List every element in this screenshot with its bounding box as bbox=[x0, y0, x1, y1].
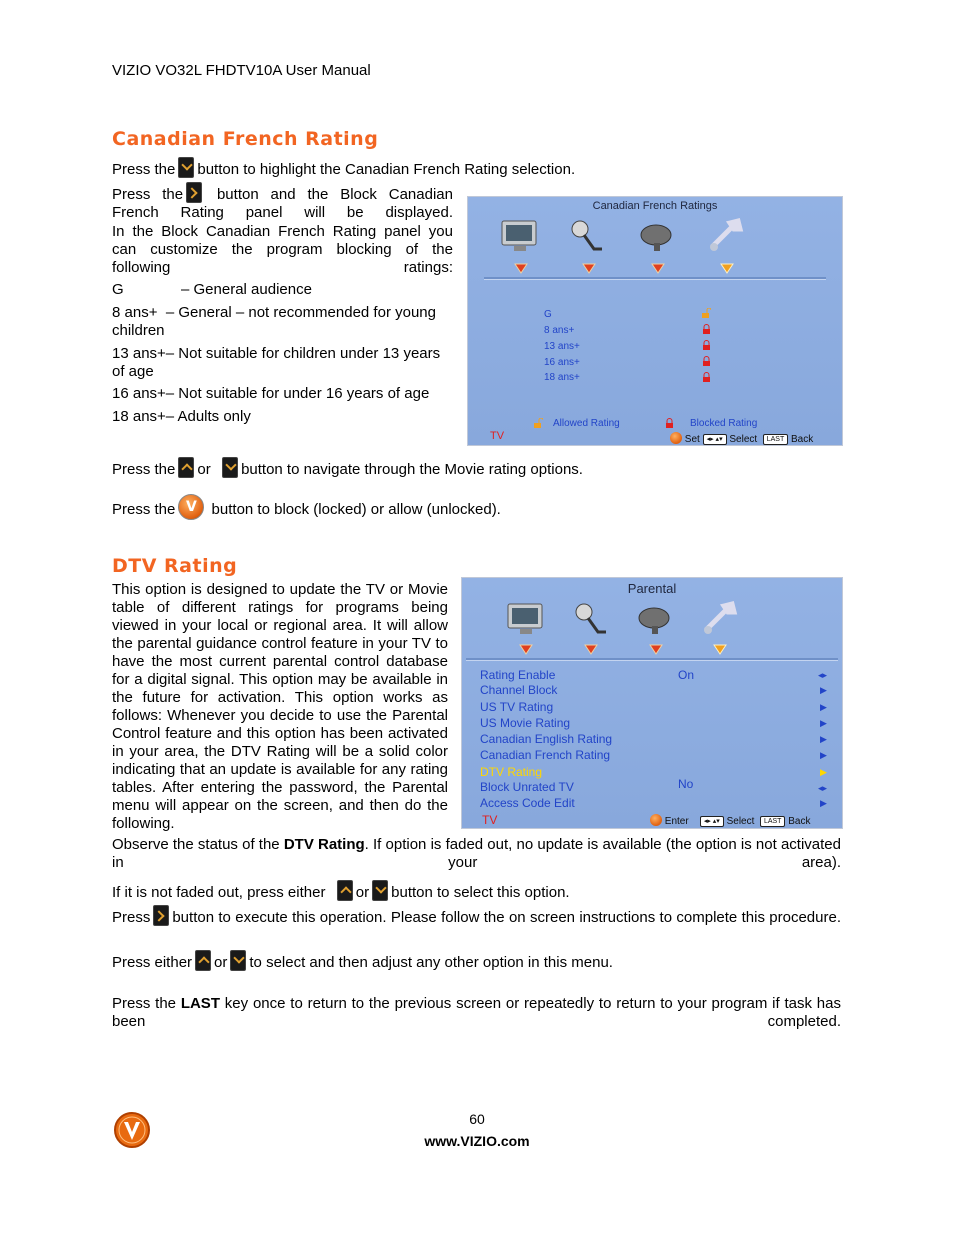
text: . If option is faded out, no update is available (the option is not activated in your area). bbox=[112, 836, 841, 871]
submenu-arrow-icon: ▶ bbox=[820, 702, 827, 712]
screen-footer bbox=[650, 814, 810, 827]
unlocked-icon bbox=[534, 418, 543, 428]
rating-desc: – Adults only bbox=[165, 408, 251, 425]
menu-item-access-code-edit[interactable]: Access Code Edit bbox=[480, 796, 575, 810]
menu-item-canadian-english-rating[interactable]: Canadian English Rating bbox=[480, 732, 613, 746]
legend-allowed: Allowed Rating bbox=[553, 418, 620, 429]
text-bold: LAST bbox=[180, 995, 220, 1012]
divider bbox=[466, 658, 838, 661]
volume-up-button-icon bbox=[186, 182, 202, 203]
vizio-button-icon bbox=[178, 494, 204, 520]
rating-code: 13 ans+ bbox=[112, 345, 166, 362]
text: If it is not faded out, press either bbox=[112, 884, 326, 901]
footer-select: Select bbox=[726, 816, 755, 827]
rating-desc: – Not suitable for under 16 years of age bbox=[165, 385, 430, 402]
rating-list-item bbox=[112, 345, 453, 381]
document-header: VIZIO VO32L FHDTV10A User Manual bbox=[112, 62, 371, 79]
channel-up-button-icon bbox=[195, 950, 211, 971]
text: to select and then adjust any other option in this menu. bbox=[249, 954, 613, 971]
nav-keys-icon: ◂▸ ▴▾ bbox=[703, 434, 727, 445]
section-heading-dtv-rating: DTV Rating bbox=[112, 555, 238, 577]
menu-item-us-movie-rating[interactable]: US Movie Rating bbox=[480, 716, 571, 730]
text-bold: DTV Rating bbox=[283, 836, 365, 853]
tv-icon bbox=[504, 600, 548, 640]
submenu-arrow-icon: ▶ bbox=[820, 798, 827, 808]
menu-item-dtv-rating[interactable]: DTV Rating bbox=[480, 765, 543, 779]
menu-arrow-icon bbox=[584, 643, 598, 655]
nav-keys-icon: ◂▸ ▴▾ bbox=[700, 816, 724, 827]
text: button and the Block Canadian French Rating panel will be displayed. bbox=[112, 186, 453, 221]
text: Observe the status of the bbox=[112, 836, 284, 853]
submenu-arrow-icon: ▶ bbox=[820, 685, 827, 695]
text: Press either bbox=[112, 954, 193, 971]
paragraph bbox=[112, 157, 842, 179]
lock-icon bbox=[665, 418, 674, 428]
screen-title: Canadian French Ratings bbox=[592, 200, 718, 212]
paragraph bbox=[112, 905, 841, 945]
left-right-arrow-icon: ◂▸ bbox=[818, 783, 828, 793]
menu-arrow-icon bbox=[651, 262, 665, 274]
left-right-arrow-icon: ◂▸ bbox=[818, 670, 828, 680]
rating-item[interactable]: G bbox=[544, 309, 552, 320]
paragraph: In the Block Canadian French Rating panel you can customize the program blocking of the following ratings: bbox=[112, 223, 453, 276]
rating-code: 18 ans+ bbox=[112, 408, 166, 425]
menu-arrow-icon bbox=[514, 262, 528, 274]
lock-icon bbox=[702, 372, 711, 382]
rating-item[interactable]: 16 ans+ bbox=[544, 357, 580, 368]
text: button to navigate through the Movie rating options. bbox=[241, 461, 583, 478]
menu-arrow-icon bbox=[582, 262, 596, 274]
submenu-arrow-icon: ▶ bbox=[820, 718, 827, 728]
text: Press the bbox=[112, 501, 176, 518]
page-number: 60 bbox=[469, 1111, 485, 1127]
menu-item-rating-enable[interactable]: Rating Enable bbox=[480, 668, 556, 682]
microphone-icon bbox=[566, 217, 610, 257]
text: Press the bbox=[112, 461, 176, 478]
source-label: TV bbox=[482, 813, 498, 827]
last-key-icon: LAST bbox=[760, 816, 786, 827]
paragraph bbox=[112, 494, 842, 520]
rating-list-item bbox=[112, 304, 453, 340]
website-link[interactable]: www.VIZIO.com bbox=[424, 1133, 530, 1149]
menu-arrow-icon bbox=[519, 643, 533, 655]
menu-value: On bbox=[678, 668, 695, 682]
wrench-icon bbox=[698, 600, 742, 640]
parental-menu-screen bbox=[461, 577, 843, 829]
rating-desc: – Not suitable for children under 13 years of age bbox=[112, 345, 441, 380]
channel-down-button-icon bbox=[372, 880, 388, 901]
paragraph bbox=[112, 457, 842, 479]
paragraph bbox=[112, 880, 841, 902]
rating-item[interactable]: 8 ans+ bbox=[544, 325, 575, 336]
rating-item[interactable]: 13 ans+ bbox=[544, 341, 580, 352]
channel-down-button-icon bbox=[178, 157, 194, 178]
channel-up-button-icon bbox=[337, 880, 353, 901]
lock-icon bbox=[702, 356, 711, 366]
rating-list-item bbox=[112, 281, 453, 299]
menu-item-channel-block[interactable]: Channel Block bbox=[480, 683, 558, 697]
wrench-icon bbox=[704, 217, 748, 257]
text: button to block (locked) or allow (unlocked). bbox=[211, 501, 501, 518]
submenu-arrow-icon: ▶ bbox=[820, 767, 827, 777]
unlocked-icon bbox=[702, 308, 711, 318]
rating-item[interactable]: 18 ans+ bbox=[544, 372, 580, 383]
volume-up-button-icon bbox=[153, 905, 169, 926]
lock-icon bbox=[702, 324, 711, 334]
menu-item-block-unrated-tv[interactable]: Block Unrated TV bbox=[480, 780, 574, 794]
channel-down-button-icon bbox=[230, 950, 246, 971]
satellite-dish-icon bbox=[636, 217, 680, 257]
lock-icon bbox=[702, 340, 711, 350]
channel-up-button-icon bbox=[178, 457, 194, 478]
rating-list-item bbox=[112, 385, 453, 403]
last-key-icon: LAST bbox=[763, 434, 789, 445]
paragraph bbox=[112, 995, 841, 1049]
divider bbox=[484, 277, 826, 280]
text: or bbox=[355, 884, 370, 901]
text: button to select this option. bbox=[391, 884, 570, 901]
v-button-icon bbox=[670, 432, 682, 444]
text: Press the bbox=[112, 186, 184, 203]
footer-enter: Enter bbox=[664, 816, 689, 827]
menu-arrow-icon bbox=[649, 643, 663, 655]
rating-desc: – General audience bbox=[181, 281, 312, 298]
microphone-icon bbox=[570, 600, 614, 640]
footer-back: Back bbox=[791, 434, 814, 445]
satellite-dish-icon bbox=[634, 600, 678, 640]
tv-icon bbox=[498, 217, 542, 257]
rating-code: G bbox=[112, 281, 124, 298]
text: button to execute this operation. Please follow the on screen instructions to complete this procedure. bbox=[172, 909, 841, 926]
legend-blocked: Blocked Rating bbox=[690, 418, 758, 429]
v-button-icon bbox=[650, 814, 662, 826]
menu-item-us-tv-rating[interactable]: US TV Rating bbox=[480, 700, 554, 714]
paragraph bbox=[112, 950, 841, 972]
footer-set: Set bbox=[684, 434, 700, 445]
text: button to highlight the Canadian French Rating selection. bbox=[197, 161, 576, 178]
footer-select: Select bbox=[729, 434, 758, 445]
rating-code: 8 ans+ bbox=[112, 304, 158, 321]
text: or bbox=[197, 461, 211, 478]
text: Press the bbox=[112, 161, 176, 178]
menu-value: No bbox=[678, 777, 694, 791]
screen-footer bbox=[670, 432, 813, 445]
footer-back: Back bbox=[788, 816, 811, 827]
text: key once to return to the previous screen or repeatedly to return to your program if task has been completed. bbox=[112, 995, 841, 1030]
menu-arrow-icon-selected bbox=[713, 643, 727, 655]
section-heading-canadian-french-rating: Canadian French Rating bbox=[112, 128, 379, 150]
screen-title: Parental bbox=[627, 581, 677, 596]
menu-item-canadian-french-rating[interactable]: Canadian French Rating bbox=[480, 748, 611, 762]
channel-down-button-icon bbox=[222, 457, 238, 478]
source-label: TV bbox=[490, 430, 505, 442]
canadian-french-ratings-screen bbox=[467, 196, 843, 446]
submenu-arrow-icon: ▶ bbox=[820, 750, 827, 760]
text: Press the bbox=[112, 995, 181, 1012]
rating-list-item bbox=[112, 408, 453, 426]
rating-desc: – General – not recommended for young children bbox=[112, 304, 436, 339]
menu-arrow-icon-selected bbox=[720, 262, 734, 274]
submenu-arrow-icon: ▶ bbox=[820, 734, 827, 744]
rating-code: 16 ans+ bbox=[112, 385, 166, 402]
text: or bbox=[214, 954, 228, 971]
text: Press bbox=[112, 909, 151, 926]
paragraph: This option is designed to update the TV or Movie table of different ratings for programs being viewed in your local or regional area. It will allow the parental guidance control feature in your TV to have the most current parental control database for a digital signal. This option may be available in the future for activation. This option works as follows: Whenever you decide to use the Parental Control feature and this option has been activated in your area, the DTV Rating will be a solid color indicating that an update is available for any rating tables. After entering the password, the Parental menu will appear on the screen, and then do the following. bbox=[112, 581, 448, 832]
